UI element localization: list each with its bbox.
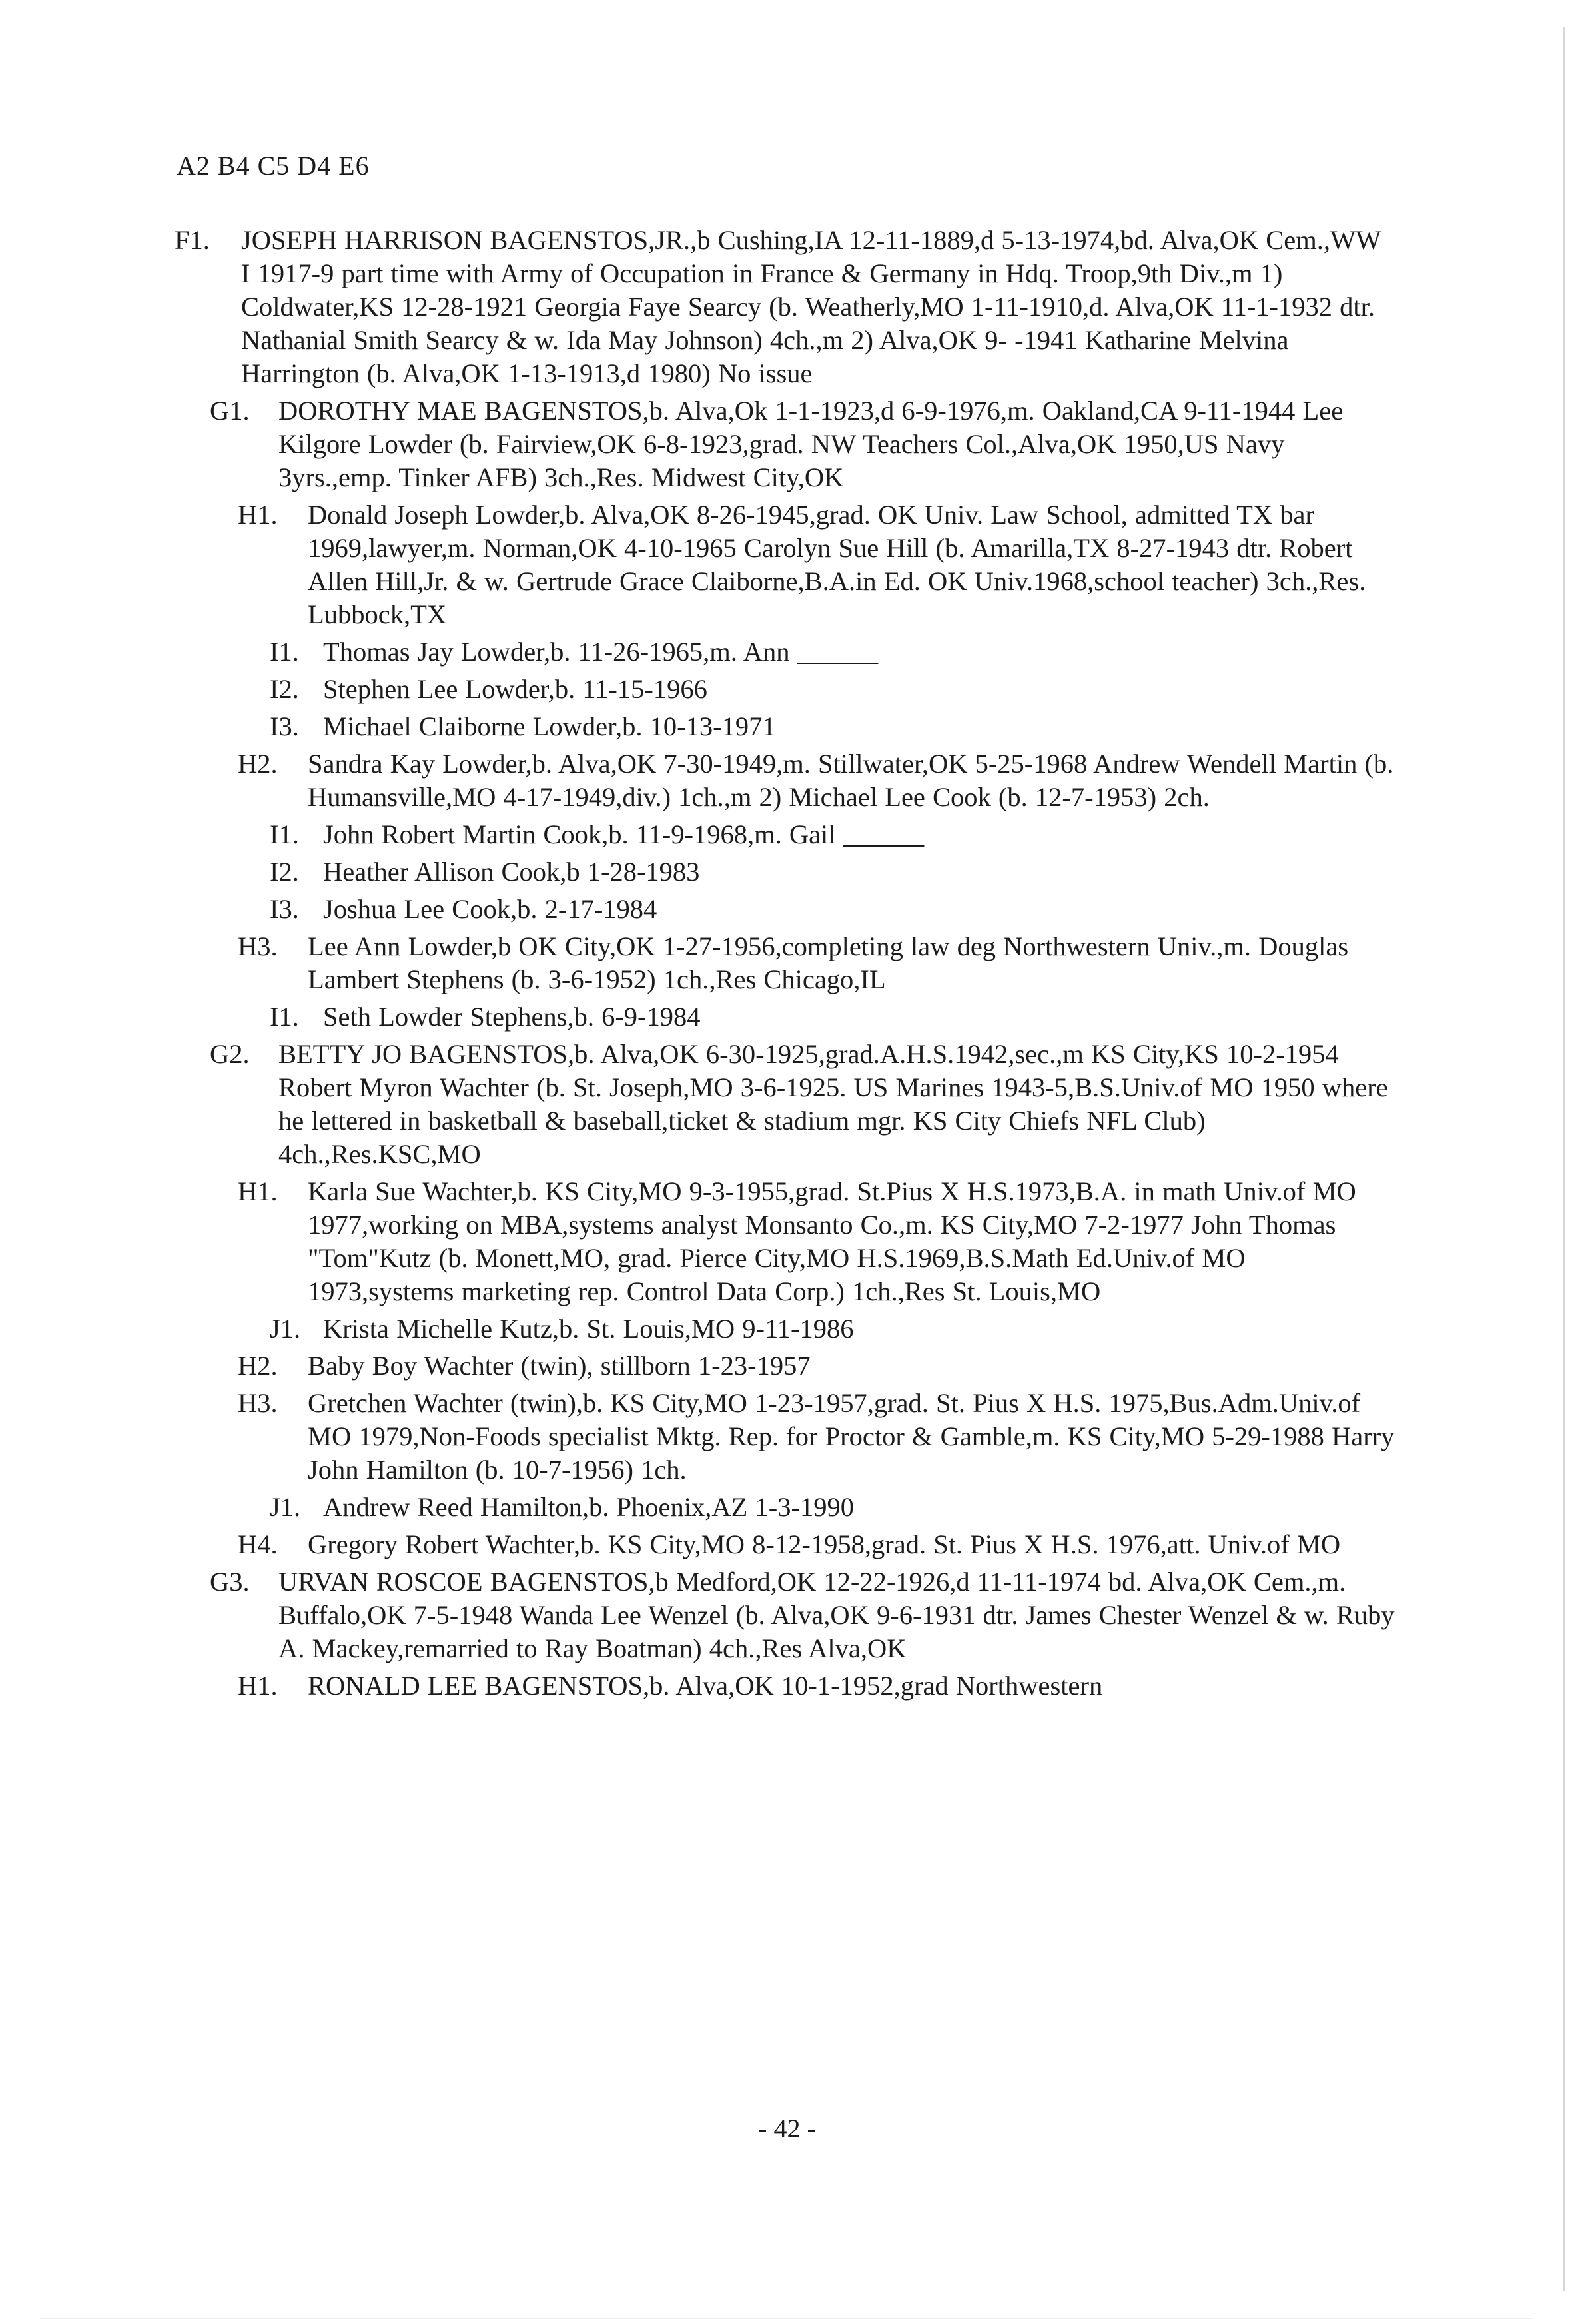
generation-label: I1.: [270, 1002, 299, 1032]
generation-label: G1.: [210, 396, 250, 426]
entry-text: Lee Ann Lowder,b OK City,OK 1-27-1956,completing law deg Northwestern Univ.,m. Douglas Lambert Stephens (b. 3-6-1952) 1ch.,Res Chicago,IL: [308, 931, 1349, 994]
generation-label: H1.: [238, 500, 278, 530]
entry-I1: [0, 818, 1574, 851]
generation-label: F1.: [175, 225, 210, 255]
generation-label: G2.: [210, 1039, 250, 1069]
generation-label: I3.: [270, 711, 299, 741]
page-number: - 42 -: [758, 2114, 816, 2143]
generation-label: H3.: [238, 931, 278, 961]
entry-H1: [0, 498, 1574, 631]
entry-H4: [0, 1528, 1574, 1561]
entry-J1: [0, 1312, 1574, 1346]
entry-text: Seth Lowder Stephens,b. 6-9-1984: [323, 1002, 701, 1032]
entry-text: Heather Allison Cook,b 1-28-1983: [323, 857, 700, 887]
genealogy-entries: [0, 220, 1574, 1703]
entry-text: BETTY JO BAGENSTOS,b. Alva,OK 6-30-1925,grad.A.H.S.1942,sec.,m KS City,KS 10-2-1954 Robert Myron Wachter (b. St. Joseph,MO 3-6-1925. US Marines 1943-5,B.S.Univ.of MO 1950 where he lettered in basketball & baseball,ticket & stadium mgr. KS City Chiefs NFL Club) 4ch.,Res.KSC,MO: [278, 1039, 1388, 1169]
entry-I1: [0, 1000, 1574, 1034]
entry-text: DOROTHY MAE BAGENSTOS,b. Alva,Ok 1-1-1923,d 6-9-1976,m. Oakland,CA 9-11-1944 Lee Kilgore Lowder (b. Fairview,OK 6-8-1923,grad. NW Teachers Col.,Alva,OK 1950,US Navy 3yrs.,emp. Tinker AFB) 3ch.,Res. Midwest City,OK: [278, 396, 1344, 492]
entry-G3: [0, 1565, 1574, 1665]
entry-text: RONALD LEE BAGENSTOS,b. Alva,OK 10-1-1952,grad Northwestern: [308, 1671, 1103, 1701]
entry-text: Karla Sue Wachter,b. KS City,MO 9-3-1955,grad. St.Pius X H.S.1973,B.A. in math Univ.of MO 1977,working on MBA,systems analyst Monsanto Co.,m. KS City,MO 7-2-1977 John Thomas "Tom"Kutz (b. Monett,MO, grad. Pierce City,MO H.S.1969,B.S.Math Ed.Univ.of MO 1973,systems marketing rep. Control Data Corp.) 1ch.,Res St. Louis,MO: [308, 1176, 1356, 1306]
generation-label: I2.: [270, 674, 299, 704]
generation-label: J1.: [270, 1314, 301, 1344]
generation-label: I3.: [270, 894, 299, 924]
generation-label: H4.: [238, 1529, 278, 1559]
generation-label: H2.: [238, 749, 278, 779]
lineage-header: A2 B4 C5 D4 E6: [177, 151, 370, 181]
generation-label: I1.: [270, 637, 299, 667]
entry-H2: [0, 747, 1574, 814]
entry-H2: [0, 1350, 1574, 1383]
entry-text: Thomas Jay Lowder,b. 11-26-1965,m. Ann ______: [323, 637, 879, 667]
entry-I3: [0, 710, 1574, 743]
entry-text: Joshua Lee Cook,b. 2-17-1984: [323, 894, 657, 924]
generation-label: H1.: [238, 1176, 278, 1206]
entry-text: Michael Claiborne Lowder,b. 10-13-1971: [323, 711, 776, 741]
entry-H3: [0, 930, 1574, 996]
entry-text: John Robert Martin Cook,b. 11-9-1968,m. Gail ______: [323, 819, 925, 849]
entry-I2: [0, 673, 1574, 706]
entry-G2: [0, 1038, 1574, 1171]
generation-label: G3.: [210, 1567, 250, 1597]
entry-H1: [0, 1175, 1574, 1308]
entry-H3: [0, 1387, 1574, 1487]
generation-label: I1.: [270, 819, 299, 849]
entry-J1: [0, 1491, 1574, 1524]
entry-F1: [0, 224, 1574, 390]
generation-label: H3.: [238, 1388, 278, 1418]
entry-text: Stephen Lee Lowder,b. 11-15-1966: [323, 674, 707, 704]
entry-text: Andrew Reed Hamilton,b. Phoenix,AZ 1-3-1990: [323, 1492, 854, 1522]
entry-text: Donald Joseph Lowder,b. Alva,OK 8-26-1945,grad. OK Univ. Law School, admitted TX bar 1969,lawyer,m. Norman,OK 4-10-1965 Carolyn Sue Hill (b. Amarilla,TX 8-27-1943 dtr. Robert Allen Hill,Jr. & w. Gertrude Grace Claiborne,B.A.in Ed. OK Univ.1968,school teacher) 3ch.,Res. Lubbock,TX: [308, 500, 1366, 629]
generation-label: H2.: [238, 1351, 278, 1381]
entry-text: Sandra Kay Lowder,b. Alva,OK 7-30-1949,m. Stillwater,OK 5-25-1968 Andrew Wendell Martin (b. Humansville,MO 4-17-1949,div.) 1ch.,m 2) Michael Lee Cook (b. 12-7-1953) 2ch.: [308, 749, 1394, 812]
generation-label: J1.: [270, 1492, 301, 1522]
entry-text: JOSEPH HARRISON BAGENSTOS,JR.,b Cushing,IA 12-11-1889,d 5-13-1974,bd. Alva,OK Cem.,WW I 1917-9 part time with Army of Occupation in France & Germany in Hdq. Troop,9th Div.,m 1) Coldwater,KS 12-28-1921 Georgia Faye Searcy (b. Weatherly,MO 1-11-1910,d. Alva,OK 11-1-1932 dtr. Nathanial Smith Searcy & w. Ida May Johnson) 4ch.,m 2) Alva,OK 9- -1941 Katharine Melvina Harrington (b. Alva,OK 1-13-1913,d 1980) No issue: [241, 225, 1381, 388]
entry-I1: [0, 635, 1574, 669]
entry-text: Gregory Robert Wachter,b. KS City,MO 8-12-1958,grad. St. Pius X H.S. 1976,att. Univ.of MO: [308, 1529, 1341, 1559]
generation-label: H1.: [238, 1671, 278, 1701]
entry-text: URVAN ROSCOE BAGENSTOS,b Medford,OK 12-22-1926,d 11-11-1974 bd. Alva,OK Cem.,m. Buffalo,OK 7-5-1948 Wanda Lee Wenzel (b. Alva,OK 9-6-1931 dtr. James Chester Wenzel & w. Ruby A. Mackey,remarried to Ray Boatman) 4ch.,Res Alva,OK: [278, 1567, 1395, 1663]
scan-bottom-edge: [40, 2318, 1532, 2319]
entry-text: Krista Michelle Kutz,b. St. Louis,MO 9-11-1986: [323, 1314, 854, 1344]
generation-label: I2.: [270, 857, 299, 887]
entry-text: Baby Boy Wachter (twin), stillborn 1-23-1957: [308, 1351, 811, 1381]
entry-H1: [0, 1669, 1574, 1703]
entry-G1: [0, 394, 1574, 494]
entry-I3: [0, 893, 1574, 926]
entry-text: Gretchen Wachter (twin),b. KS City,MO 1-23-1957,grad. St. Pius X H.S. 1975,Bus.Adm.Univ.of MO 1979,Non-Foods specialist Mktg. Rep. for Proctor & Gamble,m. KS City,MO 5-29-1988 Harry John Hamilton (b. 10-7-1956) 1ch.: [308, 1388, 1395, 1485]
entry-I2: [0, 855, 1574, 889]
